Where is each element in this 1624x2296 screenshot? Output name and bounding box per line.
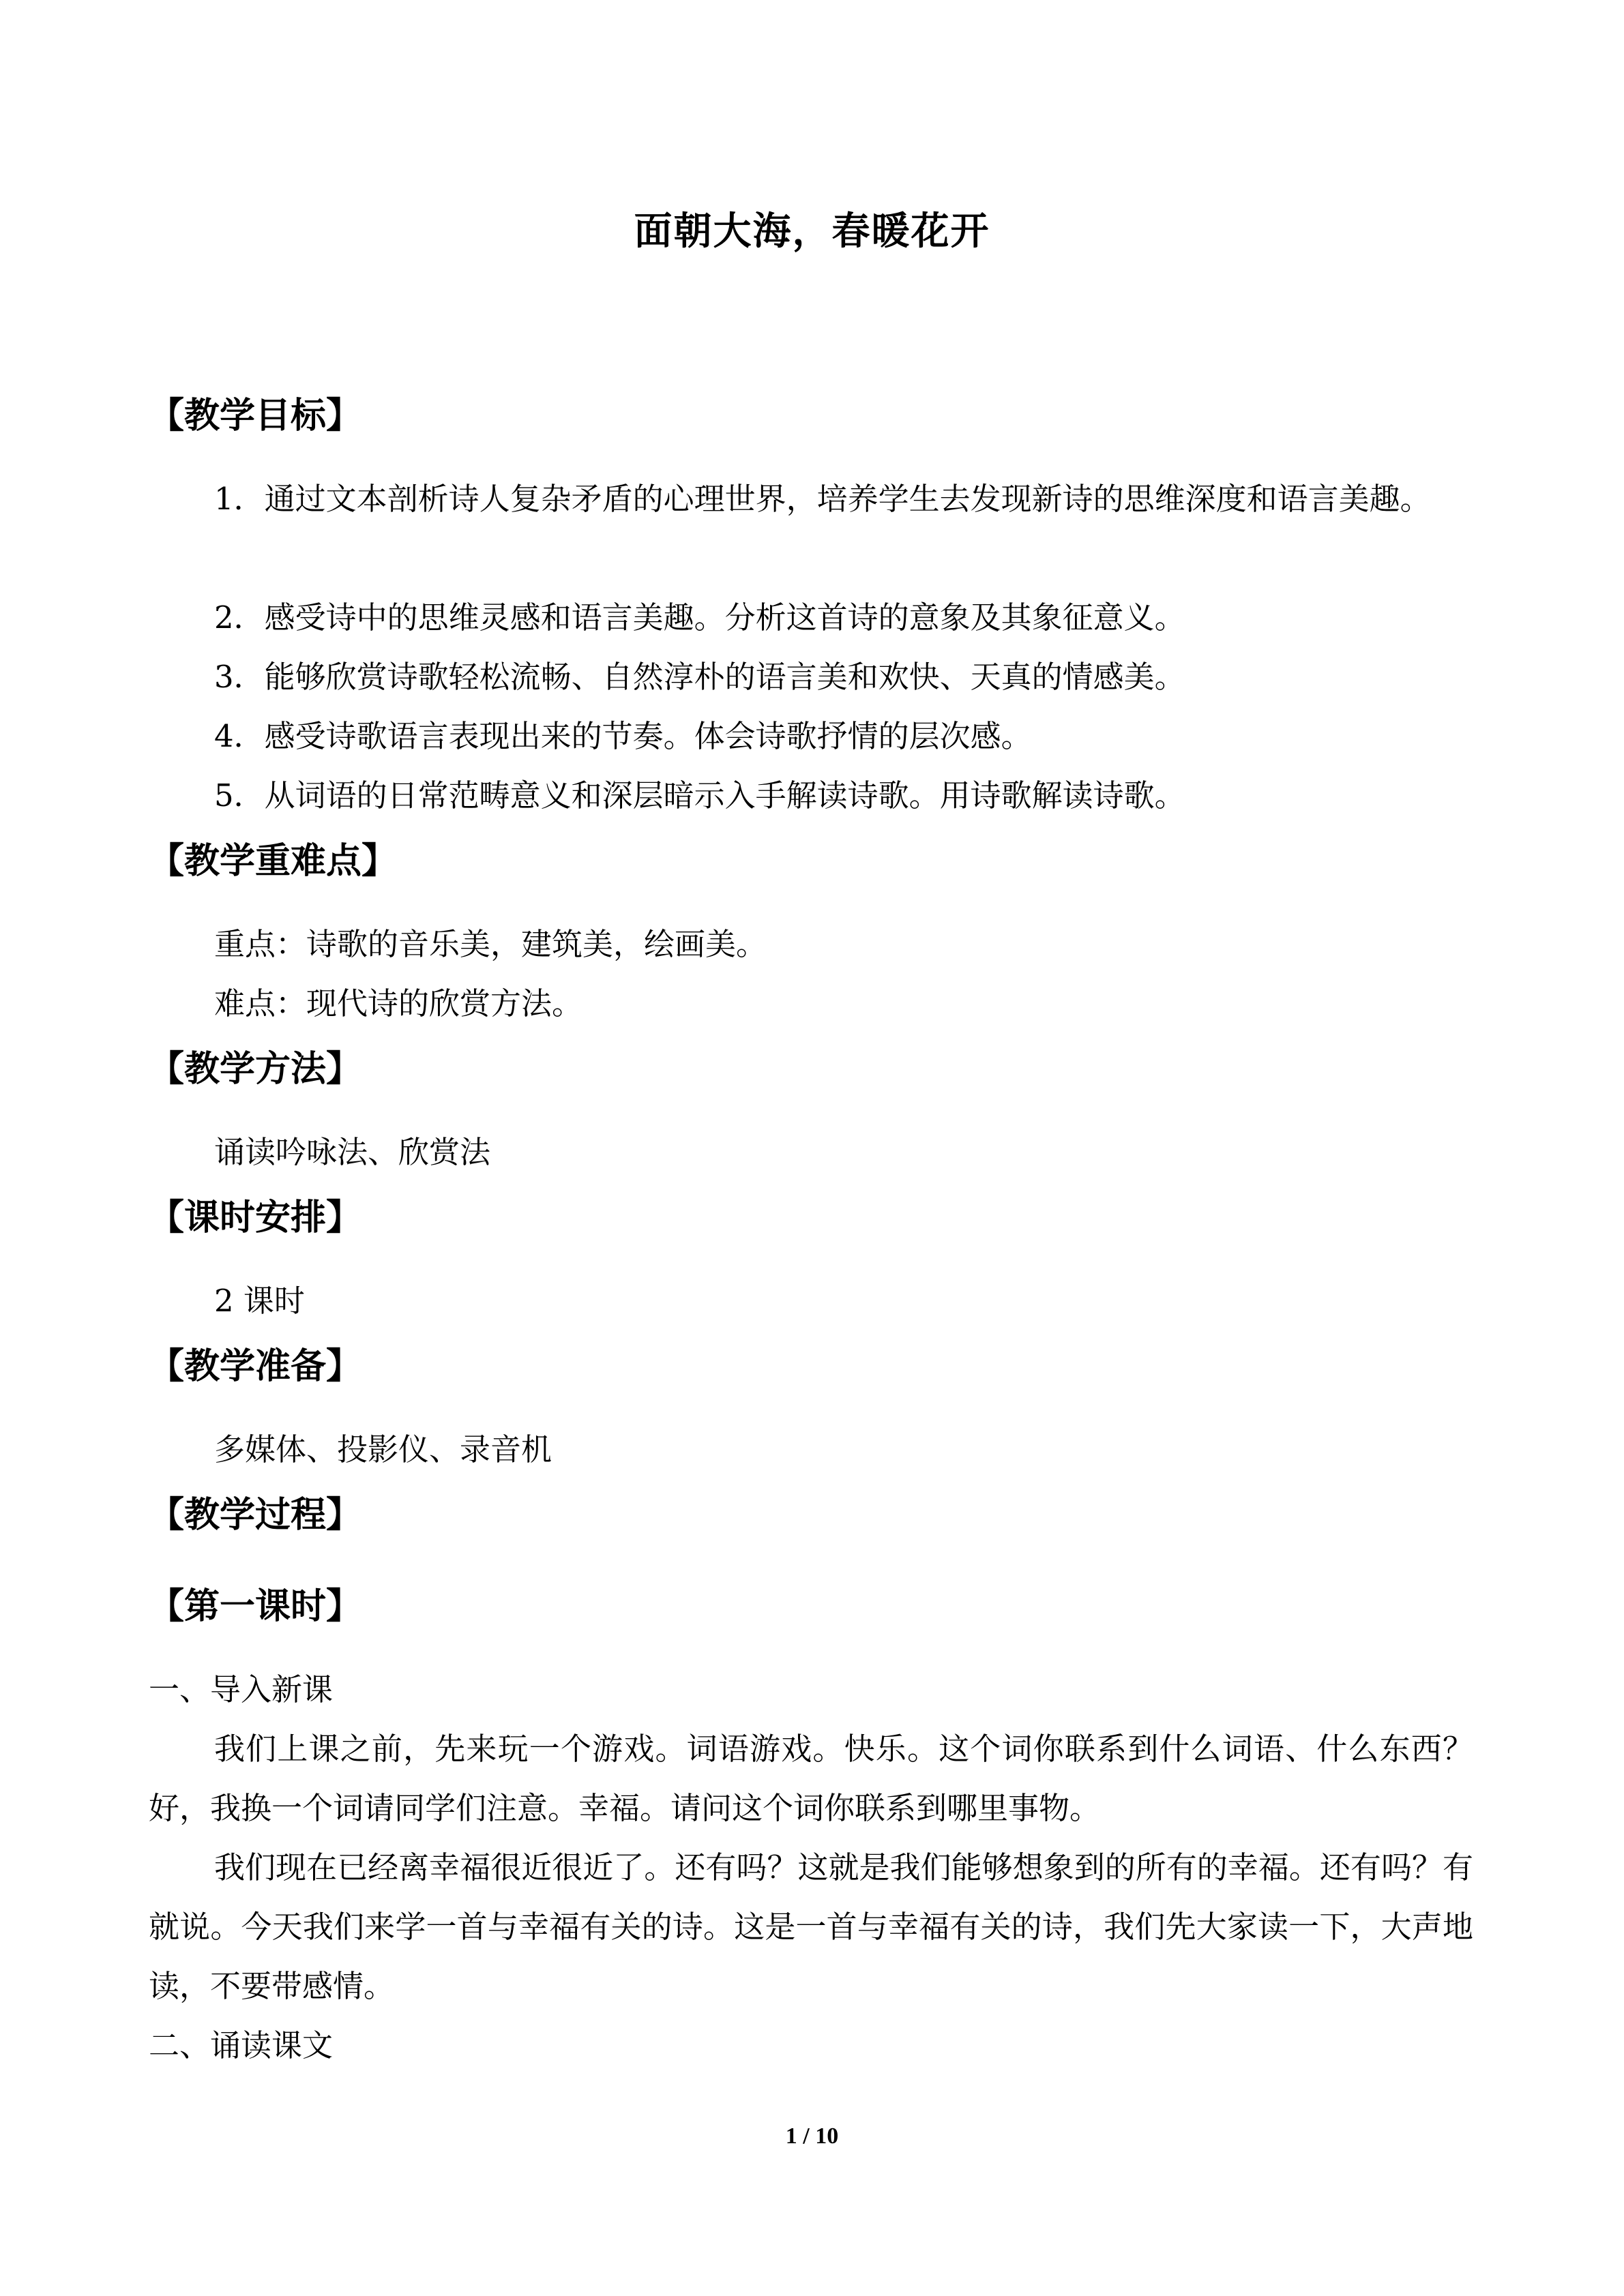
lesson-paragraph-1: 我们上课之前，先来玩一个游戏。词语游戏。快乐。这个词你联系到什么词语、什么东西？好，我换一个词请同学们注意。幸福。请问这个词你联系到哪里事物。 <box>149 1731 1473 1826</box>
heading-schedule: 【课时安排】 <box>149 1197 362 1238</box>
objective-item-5: 5．从词语的日常范畴意义和深层暗示入手解读诗歌。用诗歌解读诗歌。 <box>214 777 1185 814</box>
schedule-text: 2 课时 <box>214 1283 305 1319</box>
page-number: 1 / 10 <box>785 2123 839 2149</box>
key-point-focus: 重点：诗歌的音乐美，建筑美，绘画美。 <box>214 926 767 962</box>
heading-preparation: 【教学准备】 <box>149 1346 362 1387</box>
objective-item-4: 4．感受诗歌语言表现出来的节奏。体会诗歌抒情的层次感。 <box>214 718 1032 754</box>
heading-key-points: 【教学重难点】 <box>149 841 398 882</box>
document-title: 面朝大海，春暖花开 <box>634 209 990 254</box>
heading-objectives: 【教学目标】 <box>149 396 362 436</box>
heading-methods: 【教学方法】 <box>149 1049 362 1090</box>
methods-text: 诵读吟咏法、欣赏法 <box>214 1134 491 1170</box>
part-two-title: 二、诵读课文 <box>149 2027 334 2063</box>
lesson-paragraph-2: 我们现在已经离幸福很近很近了。还有吗？这就是我们能够想象到的所有的幸福。还有吗？有就说。今天我们来学一首与幸福有关的诗。这是一首与幸福有关的诗，我们先大家读一下，大声地读，不要带感情。 <box>149 1849 1473 2004</box>
objective-item-2: 2．感受诗中的思维灵感和语言美趣。分析这首诗的意象及其象征意义。 <box>214 599 1185 636</box>
heading-lesson-one: 【第一课时】 <box>149 1586 362 1627</box>
heading-process: 【教学过程】 <box>149 1495 362 1536</box>
key-point-difficulty: 难点：现代诗的欣赏方法。 <box>214 985 583 1022</box>
preparation-text: 多媒体、投影仪、录音机 <box>214 1431 552 1467</box>
part-one-title: 一、导入新课 <box>149 1671 334 1708</box>
objective-item-3: 3．能够欣赏诗歌轻松流畅、自然淳朴的语言美和欢快、天真的情感美。 <box>214 659 1185 695</box>
objective-item-1: 1．通过文本剖析诗人复杂矛盾的心理世界，培养学生去发现新诗的思维深度和语言美趣。 <box>214 481 1431 517</box>
